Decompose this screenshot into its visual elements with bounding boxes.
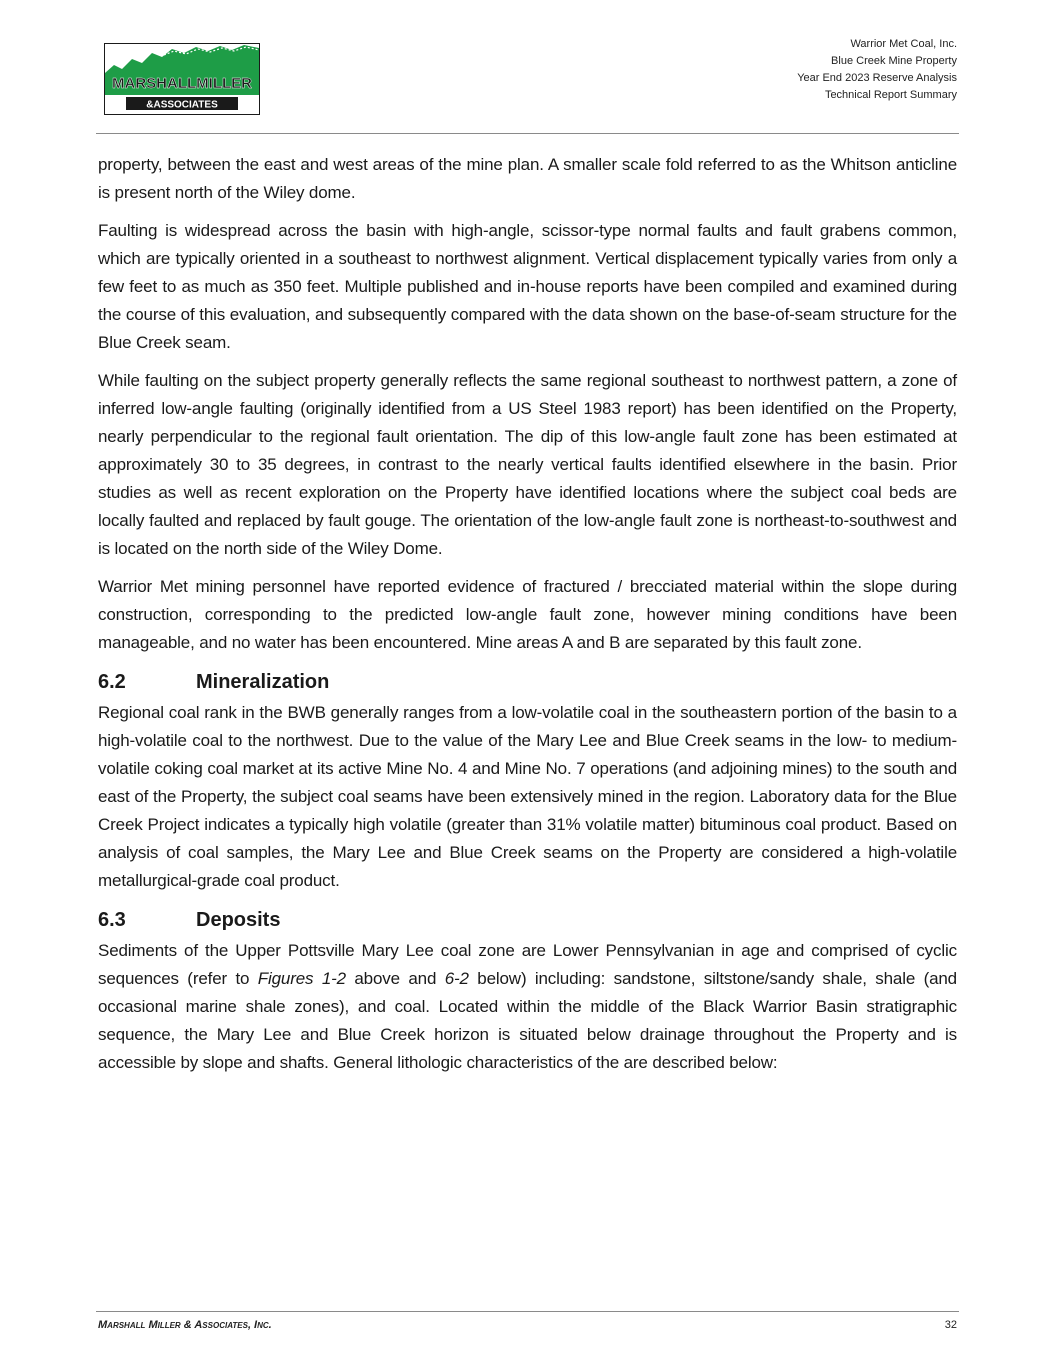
footer-divider — [96, 1311, 959, 1312]
figure-reference-6-2: 6-2 — [444, 969, 469, 988]
deposits-text-3: below) including: sandstone, siltstone/sandy shale, shale (and occasional marine shale zones), and coal. Located within the middle of the Black Warrior Basin stratigraphic sequence, the Mary Lee and Blue Creek horizon is situated below drainage throughout the Property and is accessible by slope and shafts. General lithologic characteristics of the are described below: — [98, 969, 957, 1072]
figure-reference-1-2: Figures 1-2 — [257, 969, 346, 988]
section-heading-mineralization — [98, 667, 957, 697]
marshall-miller-logo — [104, 43, 260, 115]
logo-associates: &ASSOCIATES — [146, 99, 218, 111]
document-header — [797, 36, 957, 104]
deposits-text-1: Sediments of the Upper Pottsville Mary Lee coal zone are Lower Pennsylvanian in age and comprised of cyclic sequences (refer to — [98, 941, 957, 988]
paragraph-low-angle-faulting: While faulting on the subject property generally reflects the same regional southeast to northwest pattern, a zone of inferred low-angle faulting (originally identified from a US Steel 1983 report) has been identified on the Property, nearly perpendicular to the regional fault orientation. The dip of this low-angle fault zone has been estimated at approximately 30 to 35 degrees, in contrast to the nearly vertical faults identified elsewhere in the basin. Prior studies as well as recent exploration on the Property have identified locations where the subject coal beds are locally faulted and replaced by fault gouge. The orientation of the low-angle fault zone is northeast-to-southwest and is located on the north side of the Wiley Dome. — [98, 371, 957, 558]
section-number: 6.2 — [98, 671, 126, 693]
section-number: 6.3 — [98, 909, 126, 931]
section-title: Deposits — [196, 909, 281, 931]
deposits-text-2: above and — [345, 969, 445, 988]
paragraph-mining-personnel: Warrior Met mining personnel have reported evidence of fractured / brecciated material within the slope during construction, corresponding to the predicted low-angle fault zone, however mining conditions have been manageable, and no water has been encountered. Mine areas A and B are separated by this fault zone. — [98, 577, 957, 652]
paragraph-faulting: Faulting is widespread across the basin with high-angle, scissor-type normal faults and fault grabens common, which are typically oriented in a southeast to northwest alignment. Vertical displacement typically varies from only a few feet to as much as 350 feet. Multiple published and in-house reports have been compiled and examined during the course of this evaluation, and subsequently compared with the data shown on the base-of-seam structure for the Blue Creek seam. — [98, 221, 957, 352]
page-number: 32 — [944, 1319, 957, 1331]
logo-wordmark: MARSHALLMILLER — [112, 75, 252, 92]
paragraph-whitson-anticline: property, between the east and west areas of the mine plan. A smaller scale fold referred to as the Whitson anticline is present north of the Wiley dome. — [98, 155, 957, 202]
header-company: Warrior Met Coal, Inc. — [850, 38, 957, 50]
section-title: Mineralization — [196, 671, 330, 693]
section-heading-deposits — [98, 905, 957, 935]
paragraph-mineralization: Regional coal rank in the BWB generally ranges from a low-volatile coal in the southeastern portion of the basin to a high-volatile coal to the northwest. Due to the value of the Mary Lee and Blue Creek seams in the low- to medium-volatile coking coal market at its active Mine No. 4 and Mine No. 7 operations (and adjoining mines) to the south and east of the Property, the subject coal seams have been extensively mined in the region. Laboratory data for the Blue Creek Project indicates a typically high volatile (greater than 31% volatile matter) bituminous coal product. Based on analysis of coal samples, the Mary Lee and Blue Creek seams on the Property are considered a high-volatile metallurgical-grade coal product. — [98, 703, 957, 890]
paragraph-deposits — [98, 937, 957, 1077]
header-property: Blue Creek Mine Property — [831, 55, 957, 67]
header-analysis: Year End 2023 Reserve Analysis — [797, 72, 957, 84]
header-divider — [96, 133, 959, 134]
page-body — [98, 151, 957, 1087]
footer-company: Marshall Miller & Associates, Inc. — [98, 1319, 272, 1331]
header-report-type: Technical Report Summary — [824, 89, 957, 101]
